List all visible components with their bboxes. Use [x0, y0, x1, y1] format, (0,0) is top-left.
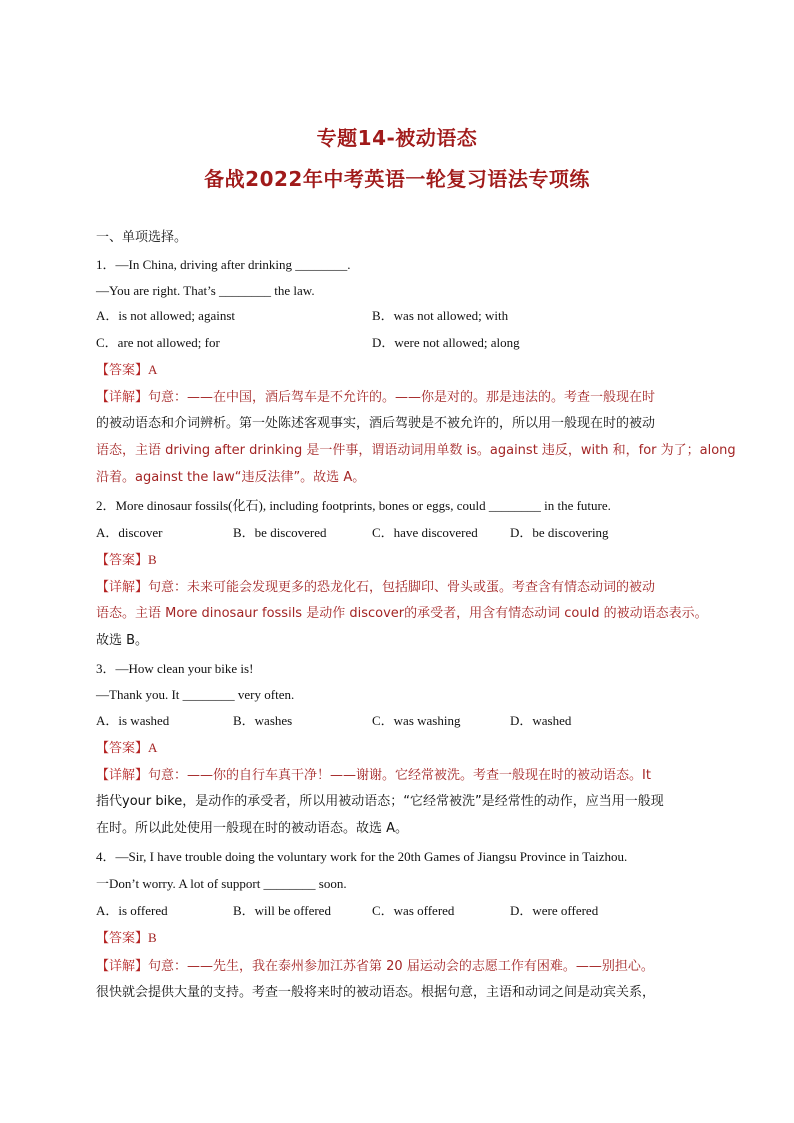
- section-heading: 一、单项选择。: [96, 230, 188, 245]
- q3-explanation-1: [96, 766, 716, 785]
- q3-stem-1: 3．—How clean your bike is!: [96, 661, 254, 676]
- q4-explanation-2: 很快就会提供大量的支持。考查一般将来时的被动语态。根据句意，主语和动词之间是动宾关系，: [96, 985, 656, 1000]
- answer-tag: 【答案】: [96, 363, 149, 378]
- q4-option-b: B．will be offered: [233, 903, 331, 918]
- explanation-text: 句意：未来可能会发现更多的恐龙化石，包括脚印、骨头或蛋。考查含有情态动词的被动: [148, 580, 656, 595]
- q2-answer: [96, 551, 716, 570]
- q1-option-b: B．was not allowed; with: [372, 308, 509, 323]
- q2-option-b: B．be discovered: [233, 525, 327, 540]
- explanation-tag: 【详解】: [96, 580, 149, 595]
- q4-explanation-1: [96, 957, 716, 976]
- q2-explanation-3: 故选 B。: [96, 633, 149, 648]
- q1-explanation-4: 沿着。against the law“违反法律”。故选 A。: [96, 470, 366, 485]
- answer-value: B: [148, 930, 157, 945]
- explanation-tag: 【详解】: [96, 390, 149, 405]
- q1-option-c: C．are not allowed; for: [96, 335, 220, 350]
- answer-value: A: [148, 740, 158, 755]
- document-title: 专题14-被动语态: [316, 126, 478, 150]
- answer-tag: 【答案】: [96, 741, 149, 756]
- q4-stem-2: 一Don’t worry. A lot of support ________ soon.: [96, 876, 347, 891]
- q1-stem-1: 1．—In China, driving after drinking ________.: [96, 257, 351, 272]
- q3-option-a: A．is washed: [96, 713, 170, 728]
- q3-option-d: D．washed: [510, 713, 572, 728]
- q2-option-c: C．have discovered: [372, 525, 478, 540]
- q1-explanation-1: [96, 388, 716, 407]
- q4-stem-1: 4．—Sir, I have trouble doing the voluntary work for the 20th Games of Jiangsu Province in Taizhou.: [96, 849, 628, 864]
- q3-option-c: C．was washing: [372, 713, 461, 728]
- explanation-text: 句意：——你的自行车真干净！——谢谢。它经常被洗。考查一般现在时的被动语态。It: [148, 768, 651, 783]
- q1-explanation-3: 语态，主语 driving after drinking 是一件事，谓语动词用单数 is。against 违反，with 和，for 为了；along: [96, 443, 736, 458]
- q3-stem-2: —Thank you. It ________ very often.: [96, 687, 295, 702]
- q1-explanation-2: 的被动语态和介词辨析。第一处陈述客观事实，酒后驾驶是不被允许的，所以用一般现在时的被动: [96, 416, 656, 431]
- document-subtitle: 备战2022年中考英语一轮复习语法专项练: [204, 167, 590, 191]
- q1-option-a: A．is not allowed; against: [96, 308, 236, 323]
- answer-value: A: [148, 362, 158, 377]
- q1-option-d: D．were not allowed; along: [372, 335, 520, 350]
- q4-option-c: C．was offered: [372, 903, 455, 918]
- q3-answer: [96, 739, 716, 758]
- answer-tag: 【答案】: [96, 553, 149, 568]
- q3-explanation-3: 在时。所以此处使用一般现在时的被动语态。故选 A。: [96, 821, 409, 836]
- explanation-tag: 【详解】: [96, 768, 149, 783]
- explanation-tag: 【详解】: [96, 959, 149, 974]
- q2-explanation-2: 语态。主语 More dinosaur fossils 是动作 discover的承受者，用含有情态动词 could 的被动语态表示。: [96, 606, 708, 621]
- q3-option-b: B．washes: [233, 713, 293, 728]
- q4-option-d: D．were offered: [510, 903, 599, 918]
- q2-stem-1: 2．More dinosaur fossils(化石), including footprints, bones or eggs, could ________ in the future.: [96, 498, 611, 513]
- q4-answer: [96, 929, 716, 948]
- q2-option-a: A．discover: [96, 525, 163, 540]
- q3-explanation-2: 指代your bike，是动作的承受者，所以用被动语态；“它经常被洗”是经常性的动作，应当用一般现: [96, 794, 664, 809]
- q1-stem-2: —You are right. That’s ________ the law.: [96, 283, 315, 298]
- answer-value: B: [148, 552, 157, 567]
- answer-tag: 【答案】: [96, 931, 149, 946]
- q1-answer: [96, 361, 716, 380]
- explanation-text: 句意：——在中国，酒后驾车是不允许的。——你是对的。那是违法的。考查一般现在时: [148, 390, 656, 405]
- q2-option-d: D．be discovering: [510, 525, 609, 540]
- explanation-text: 句意：——先生，我在泰州参加江苏省第 20 届运动会的志愿工作有困难。——别担心。: [148, 959, 654, 974]
- q4-option-a: A．is offered: [96, 903, 168, 918]
- q2-explanation-1: [96, 578, 716, 597]
